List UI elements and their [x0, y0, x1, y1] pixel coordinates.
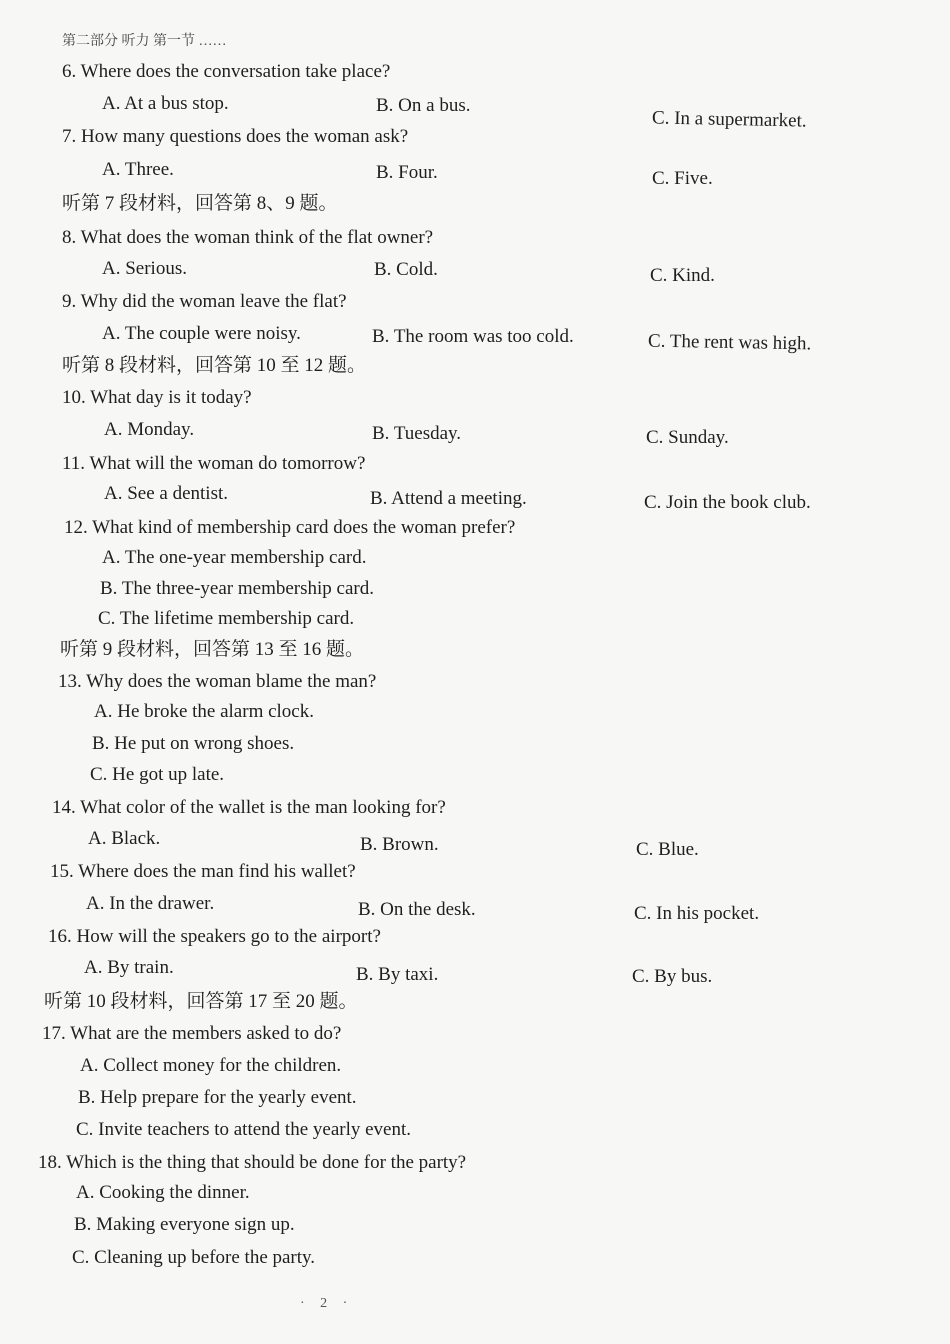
cut-off-header: 第二部分 听力 第一节 …… [62, 34, 227, 49]
question-8: 8. What does the woman think of the flat owner? [62, 227, 434, 248]
q8-option-b: B. Cold. [374, 259, 438, 280]
q13-option-a: A. He broke the alarm clock. [94, 701, 314, 722]
q7-option-a: A. Three. [102, 159, 174, 180]
section-7-heading: 听第 7 段材料，回答第 8、9 题。 [62, 193, 338, 214]
q16-option-b: B. By taxi. [356, 964, 439, 985]
q10-option-b: B. Tuesday. [372, 423, 462, 444]
question-12: 12. What kind of membership card does the woman prefer? [64, 517, 516, 538]
q14-option-b: B. Brown. [360, 834, 439, 855]
question-11: 11. What will the woman do tomorrow? [62, 453, 366, 474]
q16-option-c: C. By bus. [632, 966, 713, 987]
q12-option-c: C. The lifetime membership card. [98, 608, 355, 629]
q18-option-c: C. Cleaning up before the party. [72, 1247, 316, 1268]
q9-option-a: A. The couple were noisy. [102, 323, 301, 344]
q10-option-c: C. Sunday. [646, 427, 729, 448]
q6-option-c: C. In a supermarket. [651, 107, 807, 132]
q17-option-b: B. Help prepare for the yearly event. [78, 1087, 357, 1108]
q11-option-a: A. See a dentist. [104, 483, 229, 504]
question-13: 13. Why does the woman blame the man? [58, 671, 377, 692]
q15-option-a: A. In the drawer. [86, 893, 215, 914]
q11-option-b: B. Attend a meeting. [370, 488, 527, 509]
question-6: 6. Where does the conversation take place? [62, 61, 391, 82]
question-9: 9. Why did the woman leave the flat? [62, 291, 347, 312]
q9-option-b: B. The room was too cold. [372, 326, 574, 347]
q13-option-c: C. He got up late. [90, 764, 225, 785]
question-14: 14. What color of the wallet is the man looking for? [52, 797, 446, 818]
q7-option-b: B. Four. [376, 162, 438, 183]
q16-option-a: A. By train. [84, 957, 174, 978]
section-9-heading: 听第 9 段材料，回答第 13 至 16 题。 [60, 639, 365, 660]
q7-option-c: C. Five. [652, 168, 713, 189]
q8-option-a: A. Serious. [102, 258, 187, 279]
q15-option-b: B. On the desk. [358, 899, 476, 920]
question-16: 16. How will the speakers go to the airport? [48, 926, 381, 947]
section-10-heading: 听第 10 段材料，回答第 17 至 20 题。 [44, 991, 358, 1012]
q13-option-b: B. He put on wrong shoes. [92, 733, 295, 754]
q14-option-c: C. Blue. [636, 839, 699, 860]
q12-option-b: B. The three-year membership card. [100, 578, 374, 599]
question-17: 17. What are the members asked to do? [42, 1023, 342, 1044]
q11-option-c: C. Join the book club. [644, 492, 811, 513]
q14-option-a: A. Black. [88, 828, 161, 849]
question-15: 15. Where does the man find his wallet? [50, 861, 356, 882]
question-10: 10. What day is it today? [62, 387, 252, 408]
q17-option-c: C. Invite teachers to attend the yearly event. [76, 1119, 412, 1140]
q15-option-c: C. In his pocket. [634, 903, 760, 924]
q18-option-b: B. Making everyone sign up. [74, 1214, 295, 1235]
q18-option-a: A. Cooking the dinner. [76, 1182, 250, 1203]
q12-option-a: A. The one-year membership card. [102, 547, 367, 568]
q9-option-c: C. The rent was high. [647, 330, 812, 355]
q8-option-c: C. Kind. [650, 265, 715, 286]
q17-option-a: A. Collect money for the children. [80, 1055, 342, 1076]
page-footer: · 2 · [300, 1296, 354, 1311]
q10-option-a: A. Monday. [104, 419, 195, 440]
q6-option-b: B. On a bus. [376, 95, 471, 116]
section-8-heading: 听第 8 段材料，回答第 10 至 12 题。 [62, 355, 367, 376]
q6-option-a: A. At a bus stop. [102, 93, 229, 114]
question-7: 7. How many questions does the woman ask? [62, 126, 409, 147]
question-18: 18. Which is the thing that should be done for the party? [38, 1152, 467, 1173]
